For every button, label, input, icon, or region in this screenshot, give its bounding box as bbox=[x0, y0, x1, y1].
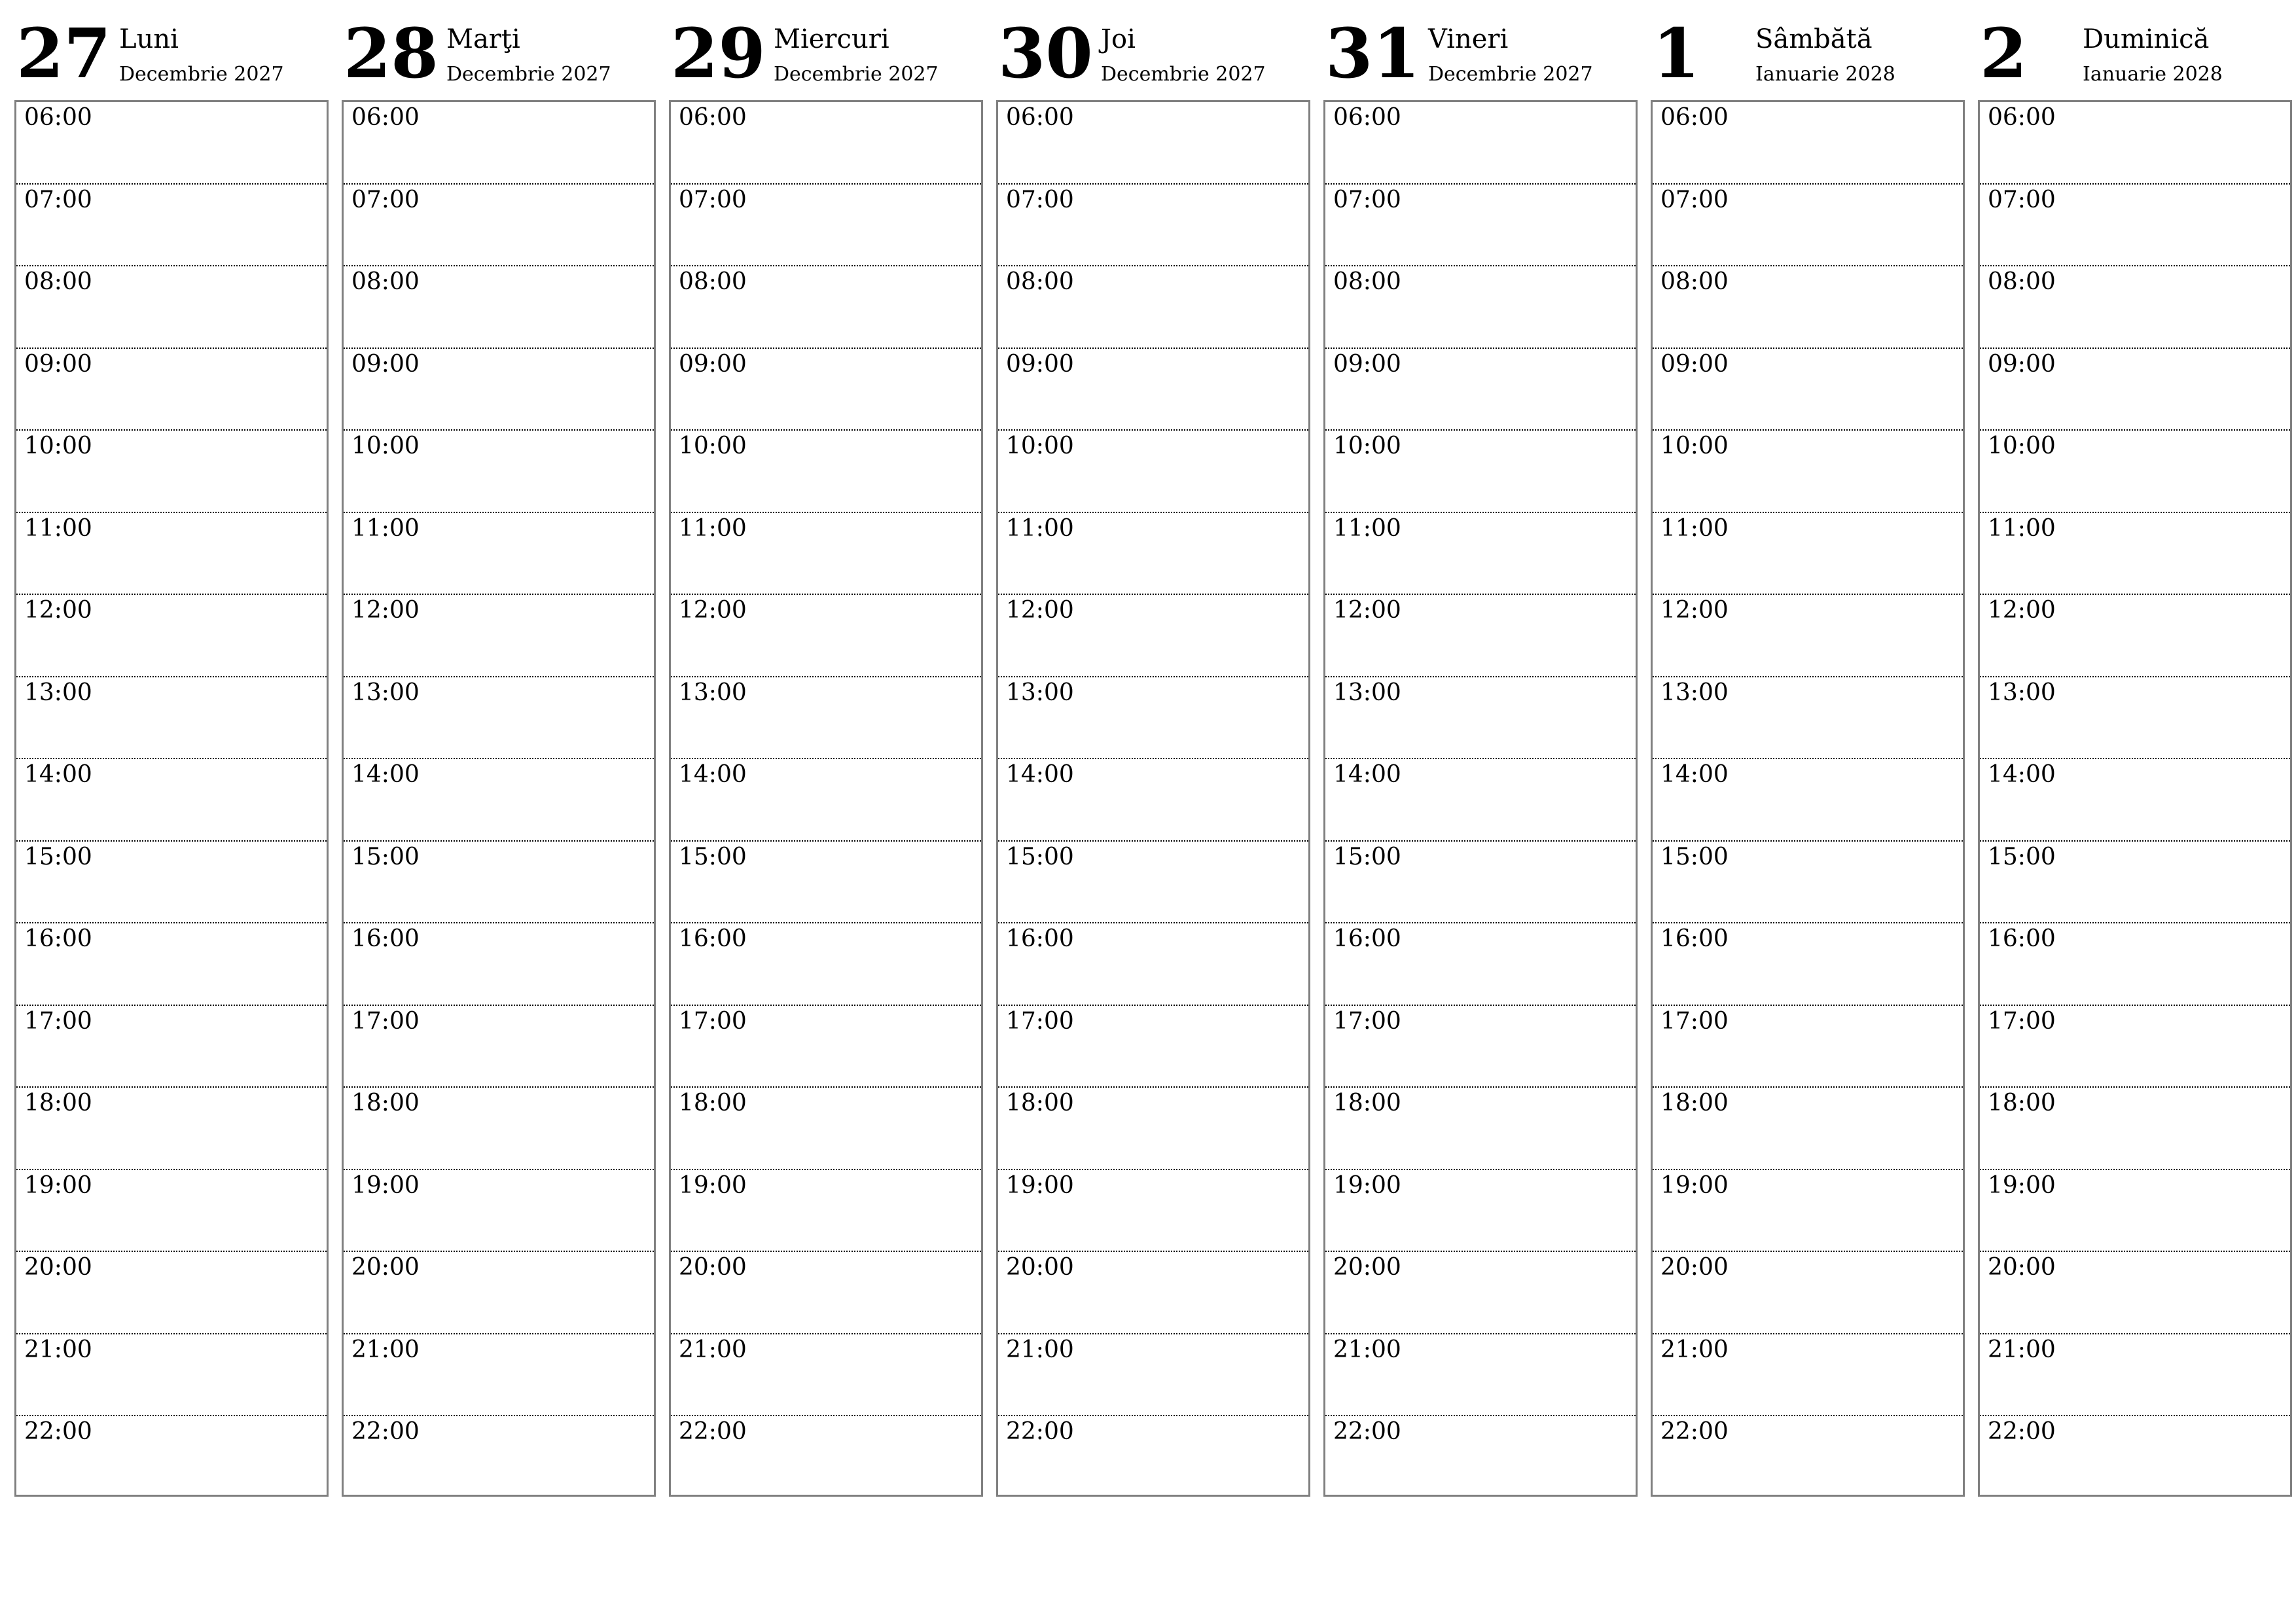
hour-label: 20:00 bbox=[679, 1254, 747, 1281]
hour-label: 09:00 bbox=[1660, 350, 1729, 378]
hour-label: 12:00 bbox=[24, 597, 92, 624]
hour-slot[interactable] bbox=[16, 1088, 327, 1170]
hour-label: 13:00 bbox=[1333, 679, 1401, 706]
hour-label: 07:00 bbox=[1660, 186, 1729, 213]
hour-slot[interactable] bbox=[16, 349, 327, 431]
hour-slot[interactable] bbox=[671, 185, 981, 267]
hour-slot[interactable] bbox=[1980, 1088, 2290, 1170]
hour-label: 14:00 bbox=[24, 761, 92, 788]
hour-slot[interactable] bbox=[671, 1252, 981, 1334]
hour-label: 10:00 bbox=[1660, 433, 1729, 459]
hour-label: 15:00 bbox=[351, 843, 420, 870]
hour-label: 08:00 bbox=[679, 268, 747, 295]
day-name: Marţi bbox=[446, 24, 520, 54]
hour-label: 09:00 bbox=[1333, 350, 1401, 378]
hour-label: 22:00 bbox=[1333, 1418, 1401, 1445]
hour-label: 16:00 bbox=[679, 925, 747, 952]
day-column-wednesday bbox=[669, 0, 983, 1505]
hour-slot[interactable] bbox=[998, 513, 1308, 596]
hour-slot[interactable] bbox=[671, 923, 981, 1006]
hour-slot[interactable] bbox=[16, 595, 327, 677]
hour-grid bbox=[1978, 100, 2292, 1497]
hour-slot[interactable] bbox=[344, 431, 654, 513]
hour-slot[interactable] bbox=[1653, 1416, 1963, 1499]
hour-slot[interactable] bbox=[16, 759, 327, 842]
hour-slot[interactable] bbox=[1980, 1334, 2290, 1417]
hour-label: 19:00 bbox=[1333, 1171, 1401, 1199]
hour-label: 08:00 bbox=[351, 268, 420, 295]
hour-label: 15:00 bbox=[1006, 843, 1074, 870]
hour-slot[interactable] bbox=[344, 1088, 654, 1170]
day-number: 1 bbox=[1653, 13, 1700, 94]
hour-slot[interactable] bbox=[998, 677, 1308, 760]
hour-label: 15:00 bbox=[679, 843, 747, 870]
hour-label: 21:00 bbox=[24, 1336, 92, 1363]
hour-label: 19:00 bbox=[1660, 1171, 1729, 1199]
hour-label: 18:00 bbox=[679, 1090, 747, 1116]
hour-slot[interactable] bbox=[1325, 266, 1636, 349]
hour-label: 21:00 bbox=[679, 1336, 747, 1363]
hour-slot[interactable] bbox=[16, 1334, 327, 1417]
hour-slot[interactable] bbox=[16, 431, 327, 513]
hour-label: 21:00 bbox=[1006, 1336, 1074, 1363]
day-name: Sâmbătă bbox=[1755, 24, 1873, 54]
hour-slot[interactable] bbox=[16, 842, 327, 924]
day-column-sunday bbox=[1978, 0, 2292, 1505]
hour-slot[interactable] bbox=[671, 513, 981, 596]
hour-slot[interactable] bbox=[1980, 102, 2290, 185]
hour-label: 10:00 bbox=[679, 433, 747, 459]
month-year: Decembrie 2027 bbox=[446, 63, 611, 86]
hour-label: 19:00 bbox=[1988, 1171, 2056, 1199]
hour-slot[interactable] bbox=[1980, 185, 2290, 267]
hour-slot[interactable] bbox=[1980, 1416, 2290, 1499]
hour-label: 17:00 bbox=[1333, 1007, 1401, 1035]
hour-slot[interactable] bbox=[1653, 102, 1963, 185]
hour-label: 14:00 bbox=[1333, 761, 1401, 788]
hour-slot[interactable] bbox=[1653, 923, 1963, 1006]
hour-slot[interactable] bbox=[344, 266, 654, 349]
hour-slot[interactable] bbox=[1980, 349, 2290, 431]
hour-label: 07:00 bbox=[1333, 186, 1401, 213]
hour-label: 16:00 bbox=[1660, 925, 1729, 952]
hour-label: 20:00 bbox=[1988, 1254, 2056, 1281]
hour-slot[interactable] bbox=[1325, 759, 1636, 842]
day-name: Joi bbox=[1101, 24, 1136, 54]
hour-label: 13:00 bbox=[1660, 679, 1729, 706]
hour-slot[interactable] bbox=[998, 842, 1308, 924]
hour-slot[interactable] bbox=[1653, 1006, 1963, 1088]
hour-slot[interactable] bbox=[998, 1088, 1308, 1170]
hour-label: 11:00 bbox=[351, 514, 420, 542]
hour-slot[interactable] bbox=[1653, 513, 1963, 596]
hour-label: 12:00 bbox=[1660, 597, 1729, 624]
hour-label: 11:00 bbox=[1988, 514, 2056, 542]
hour-slot[interactable] bbox=[1653, 677, 1963, 760]
hour-slot[interactable] bbox=[1325, 349, 1636, 431]
hour-slot[interactable] bbox=[998, 1170, 1308, 1253]
day-header bbox=[1651, 0, 1965, 99]
hour-label: 07:00 bbox=[1988, 186, 2056, 213]
hour-slot[interactable] bbox=[344, 185, 654, 267]
hour-label: 12:00 bbox=[1006, 597, 1074, 624]
hour-label: 08:00 bbox=[24, 268, 92, 295]
day-header bbox=[1323, 0, 1638, 99]
day-header bbox=[342, 0, 656, 99]
hour-slot[interactable] bbox=[1653, 759, 1963, 842]
hour-label: 16:00 bbox=[1333, 925, 1401, 952]
hour-slot[interactable] bbox=[1653, 1334, 1963, 1417]
hour-slot[interactable] bbox=[671, 266, 981, 349]
hour-label: 17:00 bbox=[351, 1007, 420, 1035]
hour-label: 16:00 bbox=[1988, 925, 2056, 952]
hour-slot[interactable] bbox=[16, 185, 327, 267]
hour-slot[interactable] bbox=[998, 349, 1308, 431]
hour-label: 22:00 bbox=[1988, 1418, 2056, 1445]
hour-slot[interactable] bbox=[16, 513, 327, 596]
hour-label: 20:00 bbox=[351, 1254, 420, 1281]
hour-label: 16:00 bbox=[1006, 925, 1074, 952]
hour-label: 12:00 bbox=[1988, 597, 2056, 624]
hour-slot[interactable] bbox=[1653, 842, 1963, 924]
hour-label: 18:00 bbox=[351, 1090, 420, 1116]
month-year: Ianuarie 2028 bbox=[2083, 63, 2223, 86]
day-number: 28 bbox=[344, 13, 439, 94]
hour-grid bbox=[14, 100, 329, 1497]
day-column-monday bbox=[14, 0, 329, 1505]
day-name: Duminică bbox=[2083, 24, 2210, 54]
hour-label: 08:00 bbox=[1988, 268, 2056, 295]
hour-slot[interactable] bbox=[344, 1006, 654, 1088]
hour-slot[interactable] bbox=[998, 1416, 1308, 1499]
hour-label: 20:00 bbox=[1660, 1254, 1729, 1281]
hour-label: 20:00 bbox=[1333, 1254, 1401, 1281]
day-name: Miercuri bbox=[774, 24, 889, 54]
hour-label: 18:00 bbox=[24, 1090, 92, 1116]
hour-slot[interactable] bbox=[344, 1334, 654, 1417]
hour-label: 13:00 bbox=[1988, 679, 2056, 706]
hour-slot[interactable] bbox=[998, 266, 1308, 349]
hour-label: 06:00 bbox=[679, 104, 747, 131]
hour-label: 11:00 bbox=[1006, 514, 1074, 542]
hour-label: 22:00 bbox=[1660, 1418, 1729, 1445]
hour-label: 06:00 bbox=[1660, 104, 1729, 131]
hour-slot[interactable] bbox=[16, 677, 327, 760]
hour-slot[interactable] bbox=[344, 677, 654, 760]
hour-label: 16:00 bbox=[24, 925, 92, 952]
hour-slot[interactable] bbox=[16, 1006, 327, 1088]
day-number: 2 bbox=[1980, 13, 2028, 94]
hour-slot[interactable] bbox=[1653, 1252, 1963, 1334]
hour-slot[interactable] bbox=[1980, 266, 2290, 349]
hour-slot[interactable] bbox=[671, 677, 981, 760]
hour-slot[interactable] bbox=[1325, 513, 1636, 596]
day-header bbox=[996, 0, 1310, 99]
hour-slot[interactable] bbox=[1325, 1088, 1636, 1170]
hour-slot[interactable] bbox=[998, 595, 1308, 677]
hour-label: 22:00 bbox=[679, 1418, 747, 1445]
hour-slot[interactable] bbox=[1653, 185, 1963, 267]
hour-slot[interactable] bbox=[998, 185, 1308, 267]
month-year: Ianuarie 2028 bbox=[1755, 63, 1895, 86]
hour-slot[interactable] bbox=[1653, 266, 1963, 349]
hour-label: 17:00 bbox=[679, 1007, 747, 1035]
day-number: 29 bbox=[671, 13, 766, 94]
hour-label: 13:00 bbox=[351, 679, 420, 706]
hour-slot[interactable] bbox=[1325, 677, 1636, 760]
hour-slot[interactable] bbox=[1325, 595, 1636, 677]
hour-label: 11:00 bbox=[24, 514, 92, 542]
hour-slot[interactable] bbox=[1980, 842, 2290, 924]
hour-label: 20:00 bbox=[1006, 1254, 1074, 1281]
hour-label: 21:00 bbox=[1988, 1336, 2056, 1363]
hour-slot[interactable] bbox=[1980, 1252, 2290, 1334]
hour-label: 21:00 bbox=[1333, 1336, 1401, 1363]
hour-label: 10:00 bbox=[1988, 433, 2056, 459]
hour-slot[interactable] bbox=[671, 1006, 981, 1088]
hour-slot[interactable] bbox=[671, 431, 981, 513]
hour-label: 18:00 bbox=[1006, 1090, 1074, 1116]
hour-grid bbox=[669, 100, 983, 1497]
day-header bbox=[669, 0, 983, 99]
hour-slot[interactable] bbox=[1325, 842, 1636, 924]
hour-label: 14:00 bbox=[679, 761, 747, 788]
hour-slot[interactable] bbox=[1325, 431, 1636, 513]
hour-label: 17:00 bbox=[1660, 1007, 1729, 1035]
hour-slot[interactable] bbox=[1980, 923, 2290, 1006]
hour-label: 20:00 bbox=[24, 1254, 92, 1281]
month-year: Decembrie 2027 bbox=[119, 63, 284, 86]
hour-label: 08:00 bbox=[1333, 268, 1401, 295]
hour-slot[interactable] bbox=[1653, 595, 1963, 677]
hour-label: 19:00 bbox=[679, 1171, 747, 1199]
hour-slot[interactable] bbox=[344, 759, 654, 842]
hour-label: 18:00 bbox=[1988, 1090, 2056, 1116]
hour-label: 12:00 bbox=[1333, 597, 1401, 624]
hour-label: 10:00 bbox=[1006, 433, 1074, 459]
hour-slot[interactable] bbox=[16, 102, 327, 185]
hour-slot[interactable] bbox=[1653, 431, 1963, 513]
hour-slot[interactable] bbox=[1980, 595, 2290, 677]
hour-label: 15:00 bbox=[1660, 843, 1729, 870]
hour-slot[interactable] bbox=[1325, 1252, 1636, 1334]
hour-slot[interactable] bbox=[1980, 1006, 2290, 1088]
hour-label: 10:00 bbox=[24, 433, 92, 459]
hour-slot[interactable] bbox=[1325, 1416, 1636, 1499]
hour-label: 15:00 bbox=[1988, 843, 2056, 870]
hour-grid bbox=[1651, 100, 1965, 1497]
hour-label: 21:00 bbox=[1660, 1336, 1729, 1363]
day-column-tuesday bbox=[342, 0, 656, 1505]
hour-slot[interactable] bbox=[1980, 759, 2290, 842]
hour-label: 13:00 bbox=[1006, 679, 1074, 706]
hour-slot[interactable] bbox=[1653, 1170, 1963, 1253]
hour-label: 19:00 bbox=[1006, 1171, 1074, 1199]
hour-slot[interactable] bbox=[1980, 513, 2290, 596]
day-column-friday bbox=[1323, 0, 1638, 1505]
day-header bbox=[14, 0, 329, 99]
hour-slot[interactable] bbox=[998, 1334, 1308, 1417]
day-number: 27 bbox=[16, 13, 111, 94]
hour-label: 22:00 bbox=[351, 1418, 420, 1445]
hour-label: 12:00 bbox=[679, 597, 747, 624]
hour-label: 19:00 bbox=[351, 1171, 420, 1199]
hour-slot[interactable] bbox=[671, 1170, 981, 1253]
hour-label: 16:00 bbox=[351, 925, 420, 952]
hour-label: 22:00 bbox=[1006, 1418, 1074, 1445]
hour-label: 08:00 bbox=[1006, 268, 1074, 295]
hour-slot[interactable] bbox=[671, 759, 981, 842]
hour-label: 18:00 bbox=[1333, 1090, 1401, 1116]
hour-label: 07:00 bbox=[351, 186, 420, 213]
hour-label: 17:00 bbox=[1006, 1007, 1074, 1035]
hour-grid bbox=[342, 100, 656, 1497]
hour-label: 09:00 bbox=[24, 350, 92, 378]
hour-grid bbox=[1323, 100, 1638, 1497]
hour-label: 17:00 bbox=[24, 1007, 92, 1035]
hour-slot[interactable] bbox=[671, 842, 981, 924]
hour-label: 10:00 bbox=[1333, 433, 1401, 459]
hour-label: 17:00 bbox=[1988, 1007, 2056, 1035]
hour-slot[interactable] bbox=[998, 1252, 1308, 1334]
hour-label: 14:00 bbox=[1988, 761, 2056, 788]
hour-slot[interactable] bbox=[344, 842, 654, 924]
hour-slot[interactable] bbox=[344, 1170, 654, 1253]
hour-label: 22:00 bbox=[24, 1418, 92, 1445]
day-number: 31 bbox=[1325, 13, 1420, 94]
day-column-thursday bbox=[996, 0, 1310, 1505]
hour-slot[interactable] bbox=[998, 431, 1308, 513]
hour-label: 09:00 bbox=[679, 350, 747, 378]
hour-label: 07:00 bbox=[24, 186, 92, 213]
hour-label: 06:00 bbox=[1988, 104, 2056, 131]
hour-label: 12:00 bbox=[351, 597, 420, 624]
hour-slot[interactable] bbox=[344, 1252, 654, 1334]
weekly-planner bbox=[14, 0, 2292, 1505]
month-year: Decembrie 2027 bbox=[1428, 63, 1593, 86]
hour-label: 15:00 bbox=[24, 843, 92, 870]
hour-slot[interactable] bbox=[344, 349, 654, 431]
hour-label: 06:00 bbox=[351, 104, 420, 131]
hour-label: 18:00 bbox=[1660, 1090, 1729, 1116]
hour-label: 10:00 bbox=[351, 433, 420, 459]
hour-slot[interactable] bbox=[1980, 677, 2290, 760]
hour-slot[interactable] bbox=[671, 102, 981, 185]
hour-slot[interactable] bbox=[1653, 349, 1963, 431]
day-name: Luni bbox=[119, 24, 179, 54]
hour-label: 11:00 bbox=[1333, 514, 1401, 542]
hour-slot[interactable] bbox=[671, 1088, 981, 1170]
day-number: 30 bbox=[998, 13, 1093, 94]
hour-slot[interactable] bbox=[1653, 1088, 1963, 1170]
hour-slot[interactable] bbox=[344, 102, 654, 185]
hour-label: 21:00 bbox=[351, 1336, 420, 1363]
hour-label: 14:00 bbox=[351, 761, 420, 788]
hour-slot[interactable] bbox=[1325, 1334, 1636, 1417]
hour-slot[interactable] bbox=[1325, 185, 1636, 267]
hour-slot[interactable] bbox=[344, 513, 654, 596]
hour-slot[interactable] bbox=[998, 923, 1308, 1006]
hour-label: 13:00 bbox=[24, 679, 92, 706]
hour-slot[interactable] bbox=[1325, 1170, 1636, 1253]
hour-slot[interactable] bbox=[16, 266, 327, 349]
hour-label: 11:00 bbox=[1660, 514, 1729, 542]
hour-slot[interactable] bbox=[671, 1416, 981, 1499]
hour-label: 19:00 bbox=[24, 1171, 92, 1199]
hour-label: 07:00 bbox=[679, 186, 747, 213]
hour-label: 11:00 bbox=[679, 514, 747, 542]
hour-label: 09:00 bbox=[1006, 350, 1074, 378]
hour-slot[interactable] bbox=[998, 102, 1308, 185]
hour-label: 07:00 bbox=[1006, 186, 1074, 213]
hour-grid bbox=[996, 100, 1310, 1497]
hour-slot[interactable] bbox=[16, 923, 327, 1006]
hour-slot[interactable] bbox=[998, 759, 1308, 842]
day-name: Vineri bbox=[1428, 24, 1509, 54]
hour-slot[interactable] bbox=[16, 1416, 327, 1499]
hour-slot[interactable] bbox=[16, 1170, 327, 1253]
hour-slot[interactable] bbox=[1325, 102, 1636, 185]
hour-slot[interactable] bbox=[671, 1334, 981, 1417]
day-header bbox=[1978, 0, 2292, 99]
hour-slot[interactable] bbox=[671, 349, 981, 431]
hour-label: 09:00 bbox=[1988, 350, 2056, 378]
hour-slot[interactable] bbox=[344, 595, 654, 677]
day-column-saturday bbox=[1651, 0, 1965, 1505]
hour-slot[interactable] bbox=[16, 1252, 327, 1334]
hour-label: 06:00 bbox=[24, 104, 92, 131]
hour-slot[interactable] bbox=[1325, 1006, 1636, 1088]
month-year: Decembrie 2027 bbox=[1101, 63, 1266, 86]
hour-label: 15:00 bbox=[1333, 843, 1401, 870]
hour-label: 06:00 bbox=[1006, 104, 1074, 131]
hour-label: 13:00 bbox=[679, 679, 747, 706]
hour-slot[interactable] bbox=[1980, 1170, 2290, 1253]
hour-slot[interactable] bbox=[998, 1006, 1308, 1088]
month-year: Decembrie 2027 bbox=[774, 63, 939, 86]
hour-slot[interactable] bbox=[344, 1416, 654, 1499]
hour-label: 14:00 bbox=[1006, 761, 1074, 788]
hour-slot[interactable] bbox=[344, 923, 654, 1006]
hour-slot[interactable] bbox=[1325, 923, 1636, 1006]
hour-slot[interactable] bbox=[671, 595, 981, 677]
hour-slot[interactable] bbox=[1980, 431, 2290, 513]
hour-label: 09:00 bbox=[351, 350, 420, 378]
hour-label: 06:00 bbox=[1333, 104, 1401, 131]
hour-label: 14:00 bbox=[1660, 761, 1729, 788]
hour-label: 08:00 bbox=[1660, 268, 1729, 295]
